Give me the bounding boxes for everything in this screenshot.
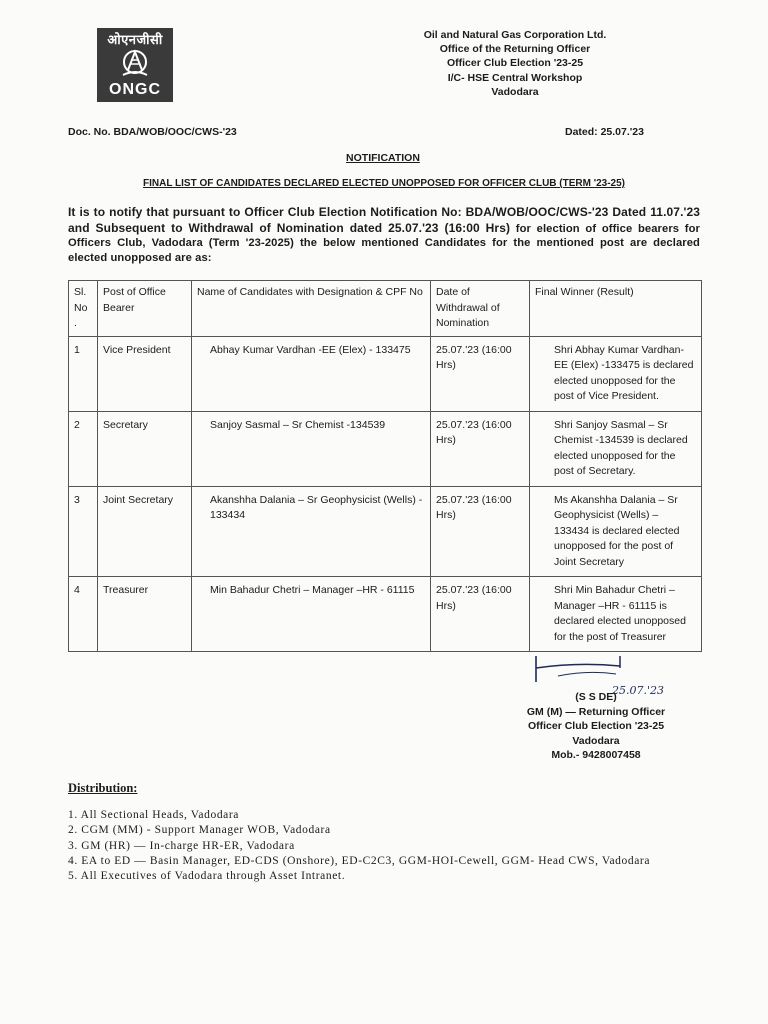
table-row bbox=[69, 336, 702, 411]
candidates-table bbox=[68, 280, 702, 652]
cell-post: Secretary bbox=[98, 411, 192, 486]
notification-heading: NOTIFICATION bbox=[346, 152, 420, 164]
list-item: 1. All Sectional Heads, Vadodara bbox=[68, 809, 240, 821]
header-date: Date of Withdrawal of Nomination bbox=[431, 281, 530, 337]
cell-date: 25.07.'23 (16:00 Hrs) bbox=[431, 411, 530, 486]
signatory-location: Vadodara bbox=[572, 734, 620, 747]
workshop-name: I/C- HSE Central Workshop bbox=[447, 71, 583, 84]
table-row bbox=[69, 577, 702, 652]
table-row bbox=[69, 411, 702, 486]
cell-name: Min Bahadur Chetri – Manager –HR - 61115 bbox=[192, 577, 431, 652]
cell-post: Joint Secretary bbox=[98, 486, 192, 577]
signature-date: 25.07.'23 bbox=[612, 684, 665, 697]
cell-result: Shri Sanjoy Sasmal – Sr Chemist -134539 is declared elected unopposed for the post of Secretary. bbox=[530, 411, 702, 486]
cell-name: Abhay Kumar Vardhan -EE (Elex) - 133475 bbox=[192, 336, 431, 411]
list-item: 4. EA to ED — Basin Manager, ED-CDS (Onshore), ED-C2C3, GGM-HOI-Cewell, GGM- Head CWS, Vadodara bbox=[68, 854, 651, 867]
location-name: Vadodara bbox=[491, 85, 539, 98]
header-post: Post of Office Bearer bbox=[98, 281, 192, 337]
cell-date: 25.07.'23 (16:00 Hrs) bbox=[431, 577, 530, 652]
letterhead bbox=[380, 28, 650, 99]
cell-sl: 1 bbox=[69, 336, 98, 411]
signatory-name: (S S DE) bbox=[575, 691, 617, 703]
signatory-title: GM (M) — Returning Officer bbox=[526, 705, 666, 718]
logo-brand-text: ONGC bbox=[109, 81, 161, 98]
notification-heading-wrap bbox=[0, 152, 768, 164]
cell-sl: 4 bbox=[69, 577, 98, 652]
intro-part2: for election of office bearers for Officers Club, Vadodara (Term '23-2025) the below mentioned Candidates for the mentioned post are declared elected unopposed are as: bbox=[68, 222, 700, 264]
cell-post: Vice President bbox=[98, 336, 192, 411]
cell-sl: 3 bbox=[69, 486, 98, 577]
cell-post: Treasurer bbox=[98, 577, 192, 652]
header-sl: Sl. No . bbox=[69, 281, 98, 337]
cell-result: Shri Abhay Kumar Vardhan- EE (Elex) -133475 is declared elected unopposed for the post of Vice President. bbox=[530, 336, 702, 411]
ongc-emblem-icon bbox=[118, 48, 152, 78]
signatory-election: Officer Club Election '23-25 bbox=[527, 720, 665, 732]
office-name: Office of the Returning Officer bbox=[439, 43, 591, 56]
table-header-row bbox=[69, 281, 702, 337]
intro-paragraph bbox=[68, 205, 700, 265]
cell-date: 25.07.'23 (16:00 Hrs) bbox=[431, 486, 530, 577]
cell-name: Akanshha Dalania – Sr Geophysicist (Wells) - 133434 bbox=[192, 486, 431, 577]
document-number: Doc. No. BDA/WOB/OOC/CWS-'23 bbox=[68, 126, 237, 138]
intro-part1: It is to notify that pursuant to Officer Club Election Notification No: BDA/WOB/OOC/CWS-'23 Dated 11.07.'23 and Subsequent to Withdrawal of Nomination dated 25.07.'23 (16:00 Hrs) bbox=[68, 205, 700, 235]
cell-name: Sanjoy Sasmal – Sr Chemist -134539 bbox=[192, 411, 431, 486]
list-item: 3. GM (HR) — In-charge HR-ER, Vadodara bbox=[68, 839, 295, 852]
cell-date: 25.07.'23 (16:00 Hrs) bbox=[431, 336, 530, 411]
list-item: 5. All Executives of Vadodara through Asset Intranet. bbox=[68, 870, 346, 883]
table-row bbox=[69, 486, 702, 577]
signatory-block bbox=[496, 690, 696, 763]
ongc-logo bbox=[97, 28, 173, 102]
document-date: Dated: 25.07.'23 bbox=[565, 126, 644, 138]
subject-wrap bbox=[0, 178, 768, 189]
header-result: Final Winner (Result) bbox=[530, 281, 702, 337]
company-name: Oil and Natural Gas Corporation Ltd. bbox=[423, 29, 607, 41]
cell-result: Ms Akanshha Dalania – Sr Geophysicist (Wells) – 133434 is declared elected unopposed for the post of Joint Secretary bbox=[530, 486, 702, 577]
distribution-list bbox=[68, 808, 708, 884]
election-name: Officer Club Election '23-25 bbox=[446, 57, 584, 70]
signatory-mobile: Mob.- 9428007458 bbox=[551, 749, 641, 761]
distribution-heading: Distribution: bbox=[68, 781, 138, 795]
header-name: Name of Candidates with Designation & CPF No bbox=[192, 281, 431, 337]
list-item: 2. CGM (MM) - Support Manager WOB, Vadodara bbox=[68, 824, 331, 837]
logo-hindi-text: ओएनजीसी bbox=[107, 32, 163, 47]
subject-line: FINAL LIST OF CANDIDATES DECLARED ELECTED UNOPPOSED FOR OFFICER CLUB (TERM '23-25) bbox=[142, 178, 626, 189]
cell-result: Shri Min Bahadur Chetri – Manager –HR - 61115 is declared elected unopposed for the post of Treasurer bbox=[530, 577, 702, 652]
cell-sl: 2 bbox=[69, 411, 98, 486]
